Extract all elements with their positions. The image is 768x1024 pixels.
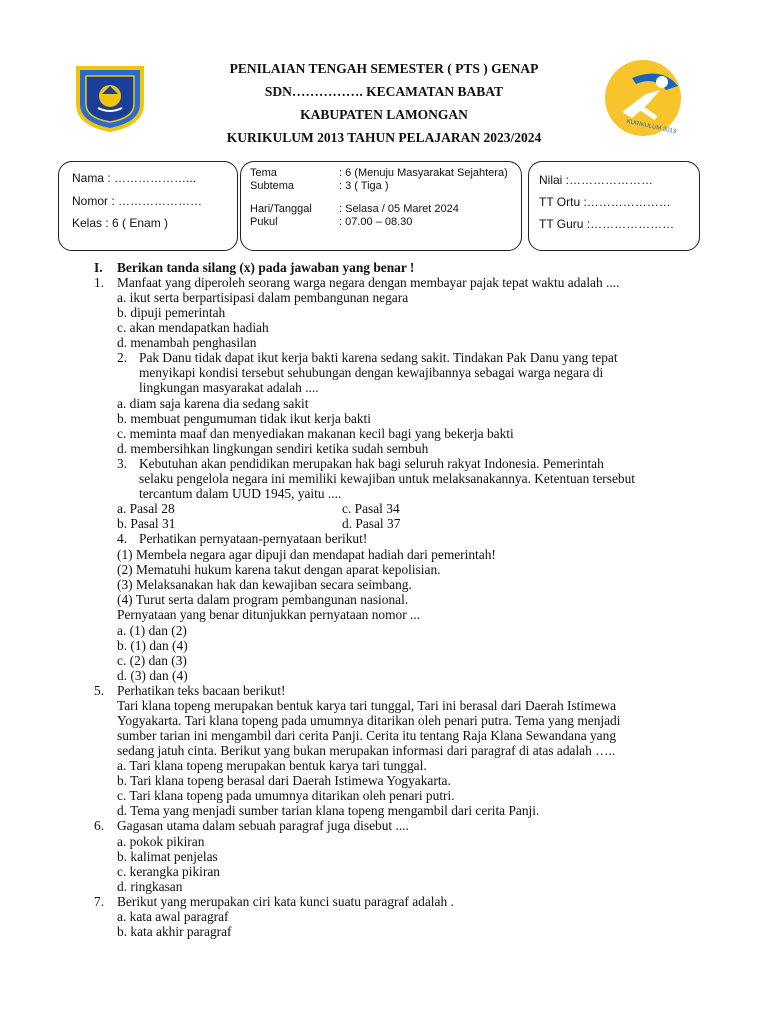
q2-option-a: a. diam saja karena dia sedang sakit	[117, 396, 309, 411]
q4-statement-4: (4) Turut serta dalam program pembangunan nasional.	[117, 592, 409, 607]
q5-option-d: d. Tema yang menjadi sumber tarian klana topeng mengambil dari cerita Panji.	[117, 803, 540, 818]
q1-text: Manfaat yang diperoleh seorang warga negara dengan membayar pajak tepat waktu adalah ....	[117, 275, 620, 290]
q3-text-line2: selaku pengelola negara ini memiliki kewajiban untuk melaksanakannya. Ketentuan tersebut	[139, 471, 636, 486]
q6-number: 6.	[94, 818, 105, 833]
q6-text: Gagasan utama dalam sebuah paragraf juga disebut ....	[117, 818, 409, 833]
exam-info-box	[240, 161, 522, 251]
tt-guru-field: TT Guru :…………………	[539, 217, 675, 231]
q6-option-c: c. kerangka pikiran	[117, 864, 220, 879]
q5-option-a: a. Tari klana topeng merupakan bentuk karya tari tunggal.	[117, 758, 427, 773]
q5-passage-line4: sedang jatuh cinta. Berikut yang bukan merupakan informasi dari paragraf di atas adalah …..	[117, 743, 616, 758]
student-info-box	[58, 161, 238, 251]
q7-option-b: b. kata akhir paragraf	[117, 924, 232, 939]
q5-text: Perhatikan teks bacaan berikut!	[117, 683, 286, 698]
q2-option-b: b. membuat pengumuman tidak ikut kerja bakti	[117, 411, 371, 426]
school-name: SDN……………. KECAMATAN BABAT	[264, 84, 504, 99]
q1-number: 1.	[94, 275, 105, 290]
curriculum-year: KURIKULUM 2013 TAHUN PELAJARAN 2023/2024	[226, 130, 542, 145]
subtema-value: : 3 ( Tiga )	[339, 180, 389, 192]
grade-info-box	[528, 161, 700, 251]
q3-option-b: b. Pasal 31	[117, 516, 176, 531]
q4-statement-1: (1) Membela negara agar dipuji dan mendapat hadiah dari pemerintah!	[117, 547, 496, 562]
q5-number: 5.	[94, 683, 105, 698]
q2-text-line3: lingkungan masyarakat adalah ....	[139, 380, 319, 395]
q3-option-c: c. Pasal 34	[342, 501, 400, 516]
q1-option-c: c. akan mendapatkan hadiah	[117, 320, 269, 335]
q5-passage-line1: Tari klana topeng merupakan bentuk karya tari tunggal, Tari ini berasal dari Daerah Istimewa	[117, 698, 617, 713]
q2-option-d: d. membersihkan lingkungan sendiri ketika sudah sembuh	[117, 441, 429, 456]
subtema-label: Subtema	[250, 180, 295, 192]
q2-text-line1: Pak Danu tidak dapat ikut kerja bakti karena sedang sakit. Tindakan Pak Danu yang tepat	[139, 350, 618, 365]
kurikulum-logo-text: KURIKULUM 2013	[625, 118, 677, 136]
pukul-label: Pukul	[250, 216, 278, 228]
tema-value: : 6 (Menuju Masyarakat Sejahtera)	[339, 167, 508, 179]
tt-ortu-field: TT Ortu :…………………	[539, 195, 671, 209]
q5-passage-line2: Yogyakarta. Tari klana topeng pada umumnya ditarikan oleh penari putra. Tema yang menjadi	[117, 713, 621, 728]
q3-option-a: a. Pasal 28	[117, 501, 175, 516]
q4-number: 4.	[117, 531, 128, 546]
q7-text: Berikut yang merupakan ciri kata kunci suatu paragraf adalah .	[117, 894, 454, 909]
q4-prompt: Pernyataan yang benar ditunjukkan pernyataan nomor ...	[117, 607, 421, 622]
section-number: I.	[94, 260, 103, 275]
q2-option-c: c. meminta maaf dan menyediakan makanan kecil bagi yang bekerja bakti	[117, 426, 514, 441]
q7-option-a: a. kata awal paragraf	[117, 909, 229, 924]
exam-title: PENILAIAN TENGAH SEMESTER ( PTS ) GENAP	[229, 61, 539, 76]
q4-option-d: d. (3) dan (4)	[117, 668, 188, 683]
q3-text-line1: Kebutuhan akan pendidikan merupakan hak bagi seluruh rakyat Indonesia. Pemerintah	[139, 456, 604, 471]
q5-option-c: c. Tari klana topeng pada umumnya ditarikan oleh penari putri.	[117, 788, 455, 803]
q4-option-b: b. (1) dan (4)	[117, 638, 188, 653]
pukul-value: : 07.00 – 08.30	[339, 216, 413, 228]
q7-number: 7.	[94, 894, 105, 909]
q4-statement-2: (2) Mematuhi hukum karena takut dengan aparat kepolisian.	[117, 562, 441, 577]
q1-option-d: d. menambah penghasilan	[117, 335, 257, 350]
nilai-field: Nilai :…………………	[539, 173, 654, 187]
q6-option-b: b. kalimat penjelas	[117, 849, 218, 864]
regency-name: KABUPATEN LAMONGAN	[300, 107, 468, 122]
hari-value: : Selasa / 05 Maret 2024	[339, 203, 459, 215]
q3-option-d: d. Pasal 37	[342, 516, 401, 531]
q1-option-b: b. dipuji pemerintah	[117, 305, 226, 320]
tema-label: Tema	[250, 167, 277, 179]
section-instruction: Berikan tanda silang (x) pada jawaban yang benar !	[117, 260, 415, 275]
q5-passage-line3: sumber tarian ini mengambil dari cerita Panji. Cerita itu tentang Raja Klana Sewandana yang	[117, 728, 617, 743]
q4-text: Perhatikan pernyataan-pernyataan berikut!	[139, 531, 368, 546]
kelas-field: Kelas : 6 ( Enam )	[72, 216, 169, 230]
q4-option-c: c. (2) dan (3)	[117, 653, 187, 668]
q5-option-b: b. Tari klana topeng berasal dari Daerah Istimewa Yogyakarta.	[117, 773, 451, 788]
q3-text-line3: tercantum dalam UUD 1945, yaitu ....	[139, 486, 342, 501]
hari-label: Hari/Tanggal	[250, 203, 312, 215]
q3-number: 3.	[117, 456, 128, 471]
nama-field: Nama : ………………...	[72, 171, 197, 185]
q4-statement-3: (3) Melaksanakan hak dan kewajiban secara seimbang.	[117, 577, 412, 592]
q2-text-line2: menyikapi kondisi tersebut sehubungan dengan kewajibannya sebagai warga negara di	[139, 365, 604, 380]
q6-option-a: a. pokok pikiran	[117, 834, 205, 849]
q1-option-a: a. ikut serta berpartisipasi dalam pembangunan negara	[117, 290, 409, 305]
q2-number: 2.	[117, 350, 128, 365]
nomor-field: Nomor : …………………	[72, 194, 203, 208]
q6-option-d: d. ringkasan	[117, 879, 183, 894]
q4-option-a: a. (1) dan (2)	[117, 623, 187, 638]
